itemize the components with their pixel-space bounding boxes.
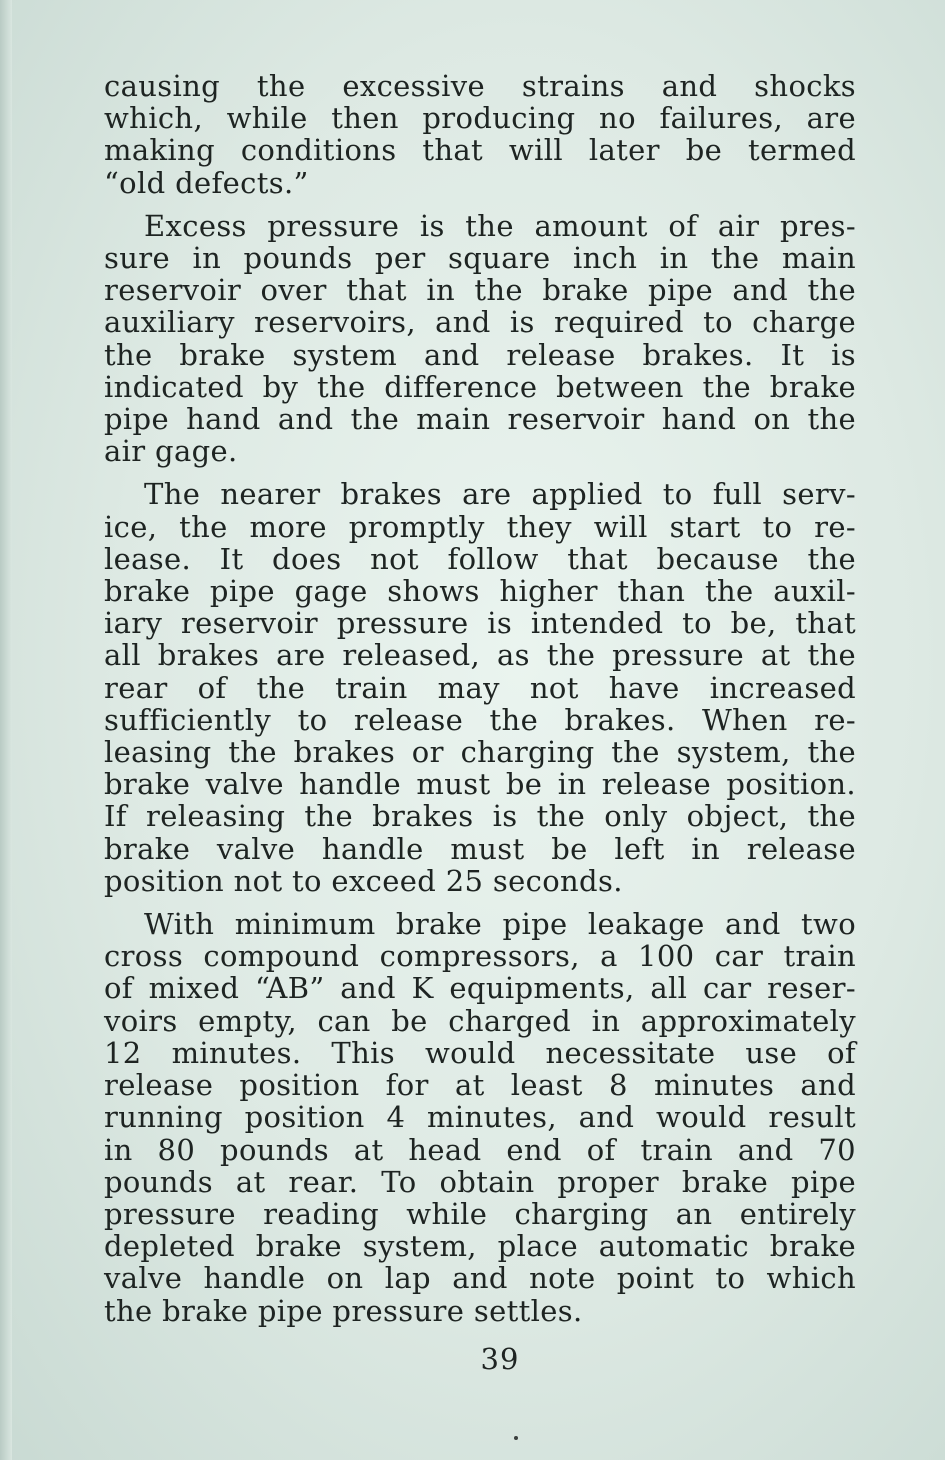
- text-line: running position 4 minutes, and would result: [104, 1100, 856, 1135]
- text-line: position not to exceed 25 seconds.: [104, 863, 623, 898]
- text-line: pressure reading while charging an entirely: [104, 1196, 856, 1231]
- text-line: brake valve handle must be in release position.: [104, 767, 856, 802]
- paragraph-3: [104, 478, 856, 897]
- text-line: release position for at least 8 minutes and: [104, 1068, 856, 1103]
- text-line: auxiliary reservoirs, and is required to charge: [104, 305, 856, 340]
- text-line: iary reservoir pressure is intended to be, that: [104, 606, 856, 641]
- text-line: all brakes are released, as the pressure at the: [104, 638, 856, 673]
- text-line: indicated by the difference between the brake: [104, 369, 856, 404]
- text-line: voirs empty, can be charged in approximately: [104, 1003, 856, 1038]
- text-line: Excess pressure is the amount of air pres-: [144, 208, 856, 243]
- text-line: rear of the train may not have increased: [104, 670, 856, 705]
- text-line: valve handle on lap and note point to which: [104, 1261, 856, 1296]
- text-line: The nearer brakes are applied to full serv-: [144, 477, 856, 512]
- text-line: the brake system and release brakes. It is: [104, 337, 856, 372]
- text-line: sufficiently to release the brakes. When re-: [104, 702, 856, 737]
- text-line: which, while then producing no failures, are: [104, 101, 856, 136]
- paragraph-4: [104, 908, 856, 1327]
- text-line: pipe hand and the main reservoir hand on the: [104, 402, 856, 437]
- text-line: leasing the brakes or charging the system, the: [104, 735, 856, 770]
- text-line: “old defects.”: [104, 165, 309, 200]
- body-text: [104, 70, 856, 1338]
- text-line: air gage.: [104, 434, 238, 469]
- text-line: 12 minutes. This would necessitate use of: [104, 1035, 856, 1070]
- text-line: With minimum brake pipe leakage and two: [144, 907, 856, 942]
- text-line: lease. It does not follow that because the: [104, 541, 856, 576]
- text-line: depleted brake system, place automatic brake: [104, 1229, 856, 1264]
- text-line: sure in pounds per square inch in the main: [104, 241, 856, 276]
- text-line: reservoir over that in the brake pipe and the: [104, 273, 856, 308]
- text-line: brake valve handle must be left in release: [104, 831, 856, 866]
- text-line: brake pipe gage shows higher than the auxil-: [104, 574, 856, 609]
- paragraph-2: [104, 210, 856, 468]
- text-line: pounds at rear. To obtain proper brake pipe: [104, 1164, 856, 1199]
- text-line: If releasing the brakes is the only object, the: [104, 799, 856, 834]
- paragraph-1: [104, 70, 856, 199]
- page-spine-shadow: [0, 0, 12, 1460]
- text-line: making conditions that will later be termed: [104, 133, 856, 168]
- text-line: of mixed “AB” and K equipments, all car reser-: [104, 971, 856, 1006]
- text-line: ice, the more promptly they will start to re-: [104, 509, 856, 544]
- text-line: cross compound compressors, a 100 car train: [104, 939, 856, 974]
- text-line: causing the excessive strains and shocks: [104, 69, 856, 103]
- print-speck: [514, 1436, 518, 1440]
- text-line: in 80 pounds at head end of train and 70: [104, 1132, 856, 1167]
- text-line: the brake pipe pressure settles.: [104, 1293, 583, 1328]
- page-number: 39: [480, 1342, 520, 1376]
